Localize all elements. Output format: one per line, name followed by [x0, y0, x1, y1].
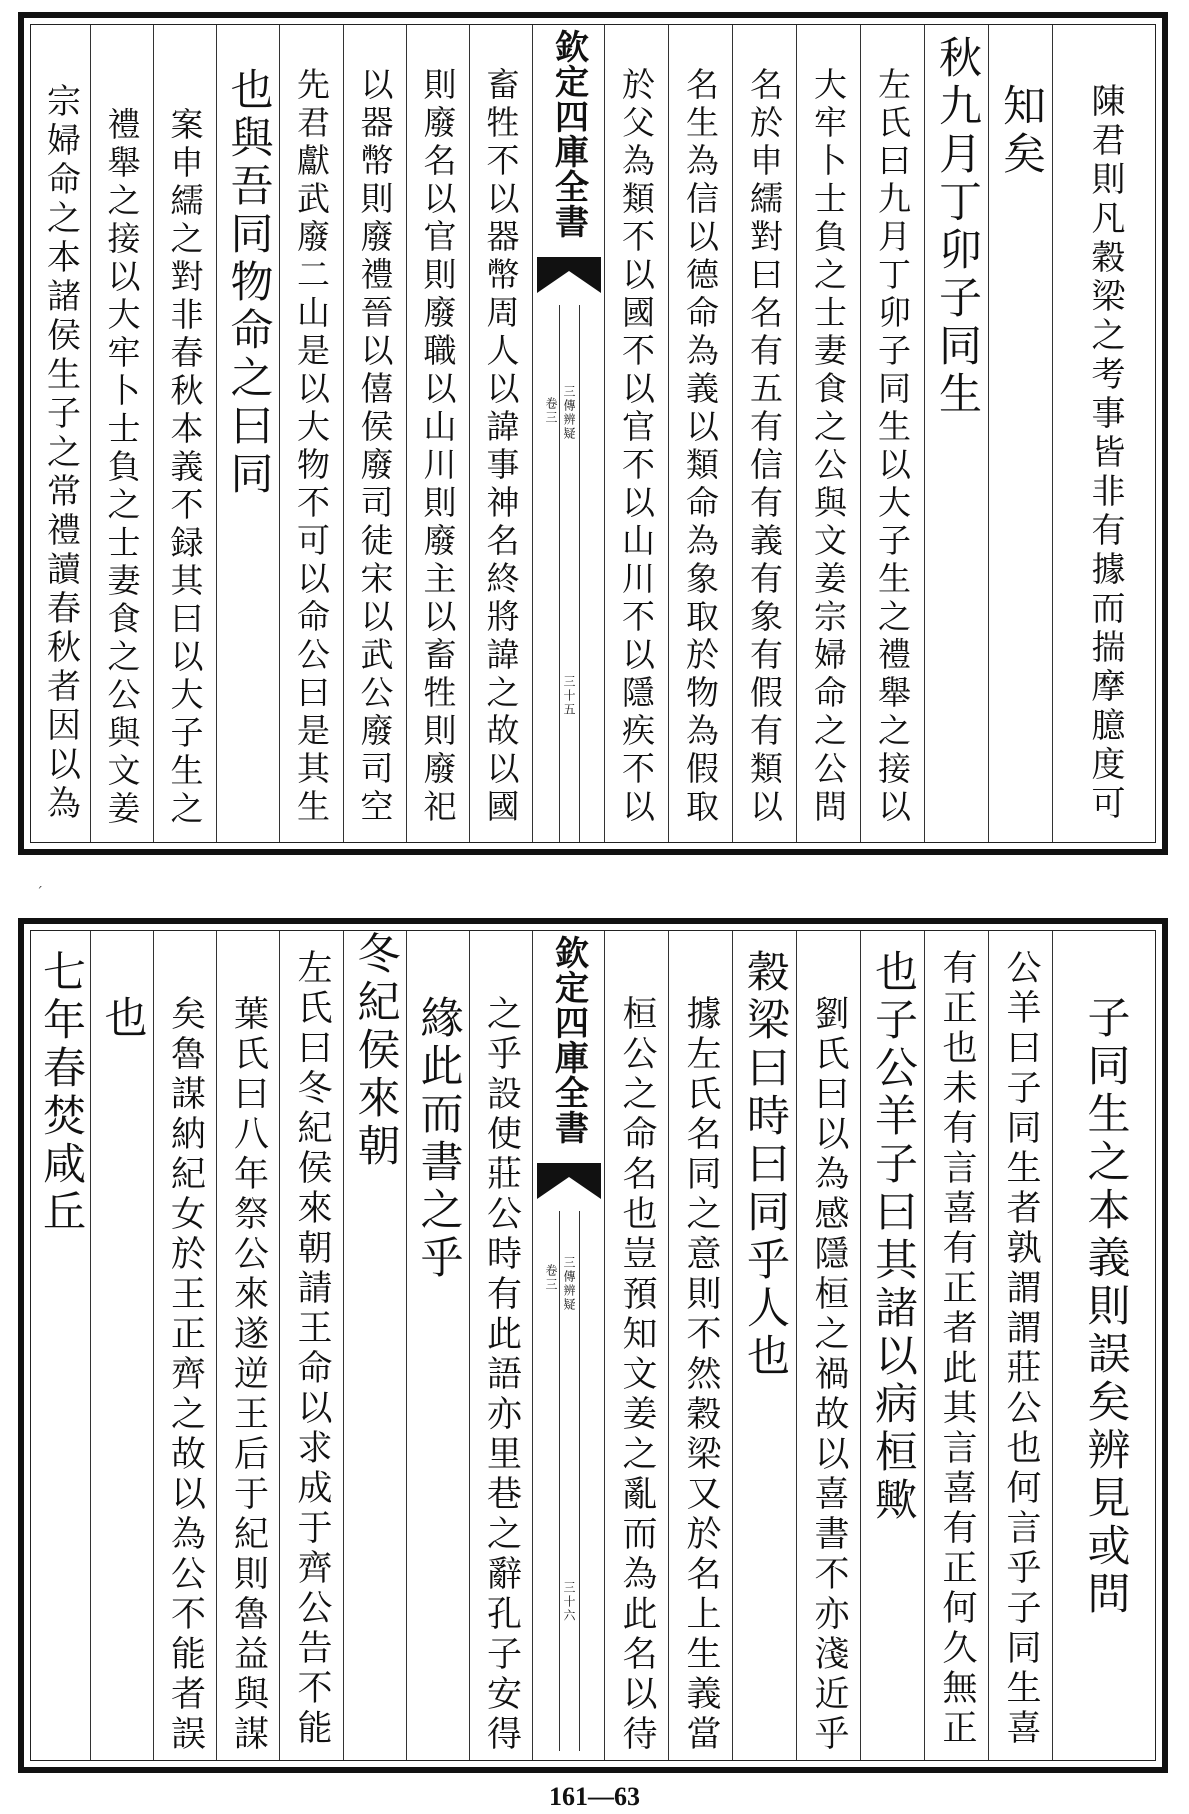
spine-book-title: 三傳辨疑 [562, 1256, 576, 1312]
text-column: 案申繻之對非春秋本義不録其曰以大子生之 [165, 107, 205, 829]
text-column: 也與吾同物命之曰同 [223, 67, 274, 499]
spine-rule [559, 1211, 560, 1751]
top-right-col-4 [860, 25, 924, 842]
bottom-left-col-7 [90, 931, 153, 1760]
bottom-right-col-6 [732, 931, 796, 1760]
text-column: 秋九月丁卯子同生 [932, 35, 982, 419]
top-left-col-4 [279, 25, 343, 842]
text-column: 名生為信以德命為義以類命為象取於物為假取 [681, 67, 720, 827]
text-column: 子同生之本義則誤矣辨見或問 [1080, 995, 1131, 1619]
text-column: 之乎設使莊公時有此語亦里巷之辭孔子安得 [481, 995, 522, 1755]
spine-title: 欽定四庫全書 [548, 935, 589, 1145]
bottom-right-col-4 [860, 931, 924, 1760]
bottom-left-col-4 [279, 931, 343, 1760]
text-column: 葉氏曰八年祭公來遂逆王后于紀則魯益與謀 [228, 995, 269, 1755]
text-column: 穀梁曰時曰同乎人也 [740, 949, 790, 1381]
bottom-right-col-5 [796, 931, 860, 1760]
spine-leaf-number: 三十五 [562, 675, 576, 717]
text-column: 大牢卜士負之士妻食之公與文姜宗婦命之公問 [809, 67, 848, 827]
spine-rule [559, 305, 560, 842]
spine-rule [579, 305, 580, 842]
bottom-page-inner [30, 930, 1156, 1761]
bottom-right-col-1 [1052, 931, 1157, 1760]
bottom-right-col-7 [668, 931, 732, 1760]
text-column: 有正也未有言喜有正者此其言喜有正何久無正 [937, 949, 977, 1749]
top-page-inner [30, 24, 1156, 843]
top-left-col-3 [343, 25, 406, 842]
spine-leaf-number: 三十六 [562, 1581, 576, 1623]
top-left-col-2 [406, 25, 469, 842]
text-column: 桓公之命名也豈預知文姜之亂而為此名以待 [617, 995, 657, 1755]
text-column: 左氏曰九月丁卯子同生以大子生之禮舉之接以 [873, 67, 912, 827]
text-column: 名於申繻對曰名有五有信有義有象有假有類以 [745, 67, 784, 827]
text-column: 先君獻武廢二山是以大物不可以命公曰是其生 [292, 67, 331, 827]
bottom-left-col-8 [31, 931, 90, 1760]
top-left-col-1 [469, 25, 532, 842]
top-left-col-5 [216, 25, 279, 842]
text-column: 禮舉之接以大牢卜士負之士妻食之公與文姜 [102, 107, 142, 829]
bottom-right-col-3 [924, 931, 988, 1760]
stray-mark: ˊ [36, 885, 43, 901]
top-right-col-6 [732, 25, 796, 842]
top-right-col-8 [604, 25, 668, 842]
bottom-right-col-2 [988, 931, 1052, 1760]
top-left-col-6 [153, 25, 216, 842]
bottom-spine [532, 931, 604, 1760]
bottom-left-col-3 [343, 931, 406, 1760]
spine-title: 欽定四庫全書 [548, 29, 589, 239]
fishtail-mark-icon [537, 257, 601, 297]
top-right-col-2 [988, 25, 1052, 842]
bottom-left-col-5 [216, 931, 279, 1760]
text-column: 也子公羊子曰其諸以病桓歟 [868, 949, 918, 1525]
top-right-col-7 [668, 25, 732, 842]
top-page-frame [18, 12, 1168, 855]
text-column: 畜牲不以器幣周人以諱事神名終將諱之故以國 [481, 67, 521, 827]
text-column: 據左氏名同之意則不然穀梁又於名上生義當 [681, 995, 721, 1755]
bottom-left-col-2 [406, 931, 469, 1760]
text-column: 陳君則凡穀梁之考事皆非有據而揣摩臆度可 [1085, 83, 1125, 824]
text-column: 公羊曰子同生者孰謂謂莊公也何言乎子同生喜 [1001, 949, 1041, 1749]
text-column: 也 [97, 995, 148, 1043]
text-column: 則廢名以官則廢職以山川則廢主以畜牲則廢祀 [418, 67, 458, 827]
spine-volume: 卷三 [544, 1264, 558, 1292]
top-right-col-5 [796, 25, 860, 842]
text-column: 以器幣則廢禮晉以僖侯廢司徒宋以武公廢司空 [355, 67, 395, 827]
spine-rule [579, 1211, 580, 1751]
text-column: 七年春焚咸丘 [36, 949, 86, 1237]
text-column: 劉氏曰以為感隱桓之禍故以喜書不亦淺近乎 [809, 995, 849, 1755]
text-column: 冬紀侯來朝 [350, 931, 401, 1171]
top-right-col-1 [1052, 25, 1157, 842]
bottom-page-frame [18, 918, 1168, 1773]
bottom-right-col-8 [604, 931, 668, 1760]
text-column: 知矣 [996, 83, 1046, 179]
text-column: 宗婦命之本諸侯生子之常禮讀春秋者因以為 [40, 83, 81, 824]
text-column: 左氏曰冬紀侯來朝請王命以求成于齊公告不能 [292, 949, 332, 1749]
text-column: 緣此而書之乎 [413, 995, 464, 1283]
spine-volume: 卷三 [544, 397, 558, 425]
text-column: 於父為類不以國不以官不以山川不以隱疾不以 [617, 67, 656, 827]
top-left-col-8 [31, 25, 90, 842]
text-column: 矣魯謀納紀女於王正齊之故以為公不能者誤 [165, 995, 206, 1755]
top-right-col-3 [924, 25, 988, 842]
bottom-left-col-1 [469, 931, 532, 1760]
page-number: 161—63 [549, 1782, 640, 1811]
fishtail-mark-icon [537, 1163, 601, 1203]
bottom-left-col-6 [153, 931, 216, 1760]
spine-book-title: 三傳辨疑 [562, 385, 576, 441]
top-spine [532, 25, 604, 842]
top-left-col-7 [90, 25, 153, 842]
